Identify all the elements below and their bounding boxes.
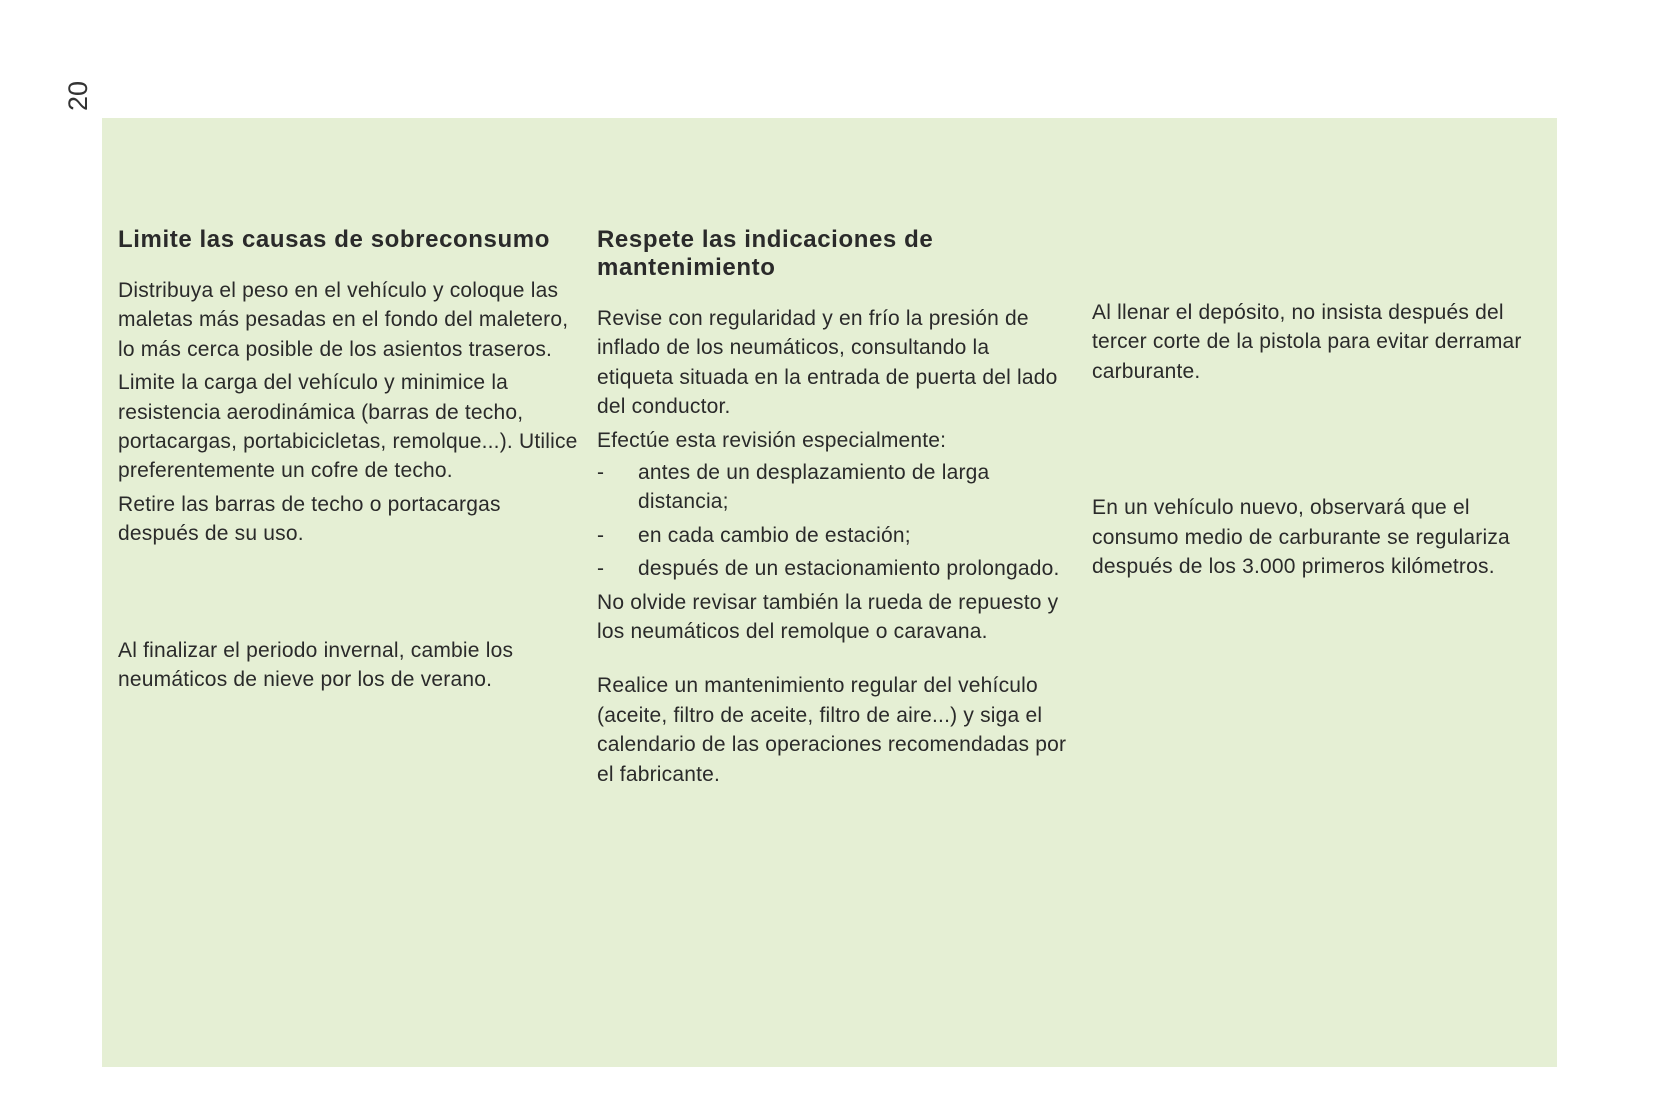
paragraph-winter-tyres: Al finalizar el periodo invernal, cambie los neumáticos de nieve por los de verano. bbox=[118, 638, 514, 692]
column-overconsumption bbox=[118, 226, 578, 694]
column-fuel-tips bbox=[1092, 226, 1542, 581]
paragraph-remove-bars: Retire las barras de techo o portacargas después de su uso. bbox=[118, 492, 501, 546]
bullet-dash: - bbox=[597, 523, 605, 547]
list-item-text: después de un estacionamiento prolongado. bbox=[638, 557, 1060, 581]
bullet-list bbox=[597, 458, 1067, 584]
paragraph-new-vehicle: En un vehículo nuevo, observará que el consumo medio de carburante se regulariza después de los 3.000 primeros kilómetros. bbox=[1092, 496, 1510, 579]
paragraph-weight-distribution: Distribuya el peso en el vehículo y coloque las maletas más pesadas en el fondo del maletero, lo más cerca posible de los asientos traseros. bbox=[118, 279, 569, 361]
paragraph-list-lead: Efectúe esta revisión especialmente: bbox=[597, 428, 947, 452]
page-number: 20 bbox=[63, 80, 93, 112]
list-item-text: en cada cambio de estación; bbox=[638, 523, 911, 547]
heading-maintenance: Respete las indicaciones de mantenimiento bbox=[597, 226, 934, 281]
bullet-dash: - bbox=[597, 461, 605, 485]
list-item bbox=[597, 458, 1067, 517]
column-maintenance bbox=[597, 226, 1067, 789]
heading-overconsumption: Limite las causas de sobreconsumo bbox=[118, 226, 550, 253]
bullet-dash: - bbox=[597, 557, 605, 581]
content-panel bbox=[102, 118, 1557, 1067]
list-item bbox=[597, 521, 1067, 550]
paragraph-regular-maintenance: Realice un mantenimiento regular del vehículo (aceite, filtro de aceite, filtro de aire...) y siga el calendario de las operaciones recomendadas por el fabricante. bbox=[597, 674, 1067, 786]
paragraph-refuelling: Al llenar el depósito, no insista después del tercer corte de la pistola para evitar derramar carburante. bbox=[1092, 301, 1522, 383]
paragraph-tyre-pressure: Revise con regularidad y en frío la presión de inflado de los neumáticos, consultando la etiqueta situada en la entrada de puerta del lado del conductor. bbox=[597, 307, 1058, 419]
paragraph-spare-wheel: No olvide revisar también la rueda de repuesto y los neumáticos del remolque o caravana. bbox=[597, 590, 1059, 644]
paragraph-load-limit: Limite la carga del vehículo y minimice la resistencia aerodinámica (barras de techo, portacargas, portabicicletas, remolque...). Utilice preferentemente un cofre de techo. bbox=[118, 371, 578, 483]
list-item bbox=[597, 554, 1067, 583]
list-item-text: antes de un desplazamiento de larga distancia; bbox=[638, 461, 990, 514]
